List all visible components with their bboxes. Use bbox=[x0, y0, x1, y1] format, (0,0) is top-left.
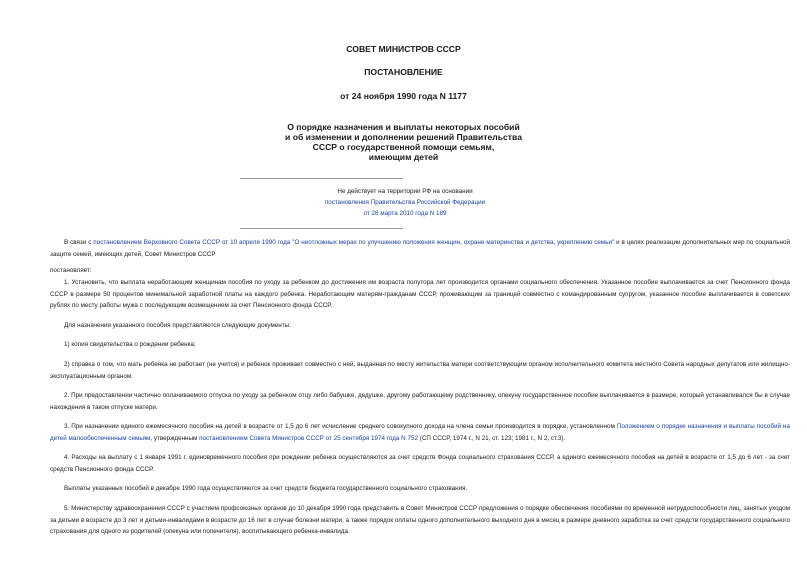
document-item-1: 1) копия свидетельства о рождении ребенка; bbox=[64, 341, 196, 348]
document-date-number: от 24 ноября 1990 года N 1177 bbox=[340, 91, 467, 101]
intro-text: В связи с bbox=[64, 239, 94, 246]
document-title bbox=[0, 122, 807, 162]
issuing-authority: СОВЕТ МИНИСТРОВ СССР bbox=[346, 44, 461, 54]
paragraph-2: 2. При предоставлении частично оплачиваемого отпуска по уходу за ребенком отцу либо бабушке, дедушке, другому работающему родственнику, опекуну государственное пособие выплачивается в размере, который устанавливался бы в случае нахождения в таком отпуске матери. bbox=[50, 392, 790, 411]
repeal-decree-date-link[interactable]: от 28 марта 2010 года N 189 bbox=[363, 210, 447, 217]
paragraph-3-text-mid: , утвержденным bbox=[150, 434, 200, 442]
paragraph-3-text-end: (СП СССР, 1974 г., N 21, ст. 123; 1981 г., N 2, ст.3). bbox=[418, 434, 566, 442]
paragraph-3 bbox=[50, 421, 790, 444]
divider-top bbox=[240, 178, 403, 179]
paragraph-1: 1. Установить, что выплата неработающим женщинам пособия по уходу за ребенком до достижения им возраста полутора лет производится органами социального обеспечения. Указанное пособие выплачивается за счет Пенсионного фонда СССР в размере 50 процентов минимальной заработной платы на каждого ребенка. Неработающим матерям-гражданам СССР, проживающим за границей совместно с командированным супругом, указанное пособие выплачивается в советских рублях по месту работы мужа с последующим возмещением за счет Пенсионного фонда СССР. bbox=[50, 279, 790, 309]
intro-text-continued: и в целях реализации дополнительных мер по социальной защите семей, имеющих детей, Совет Министров СССР bbox=[50, 239, 790, 258]
paragraph-5: 5. Министерству здравоохранения СССР с участием профсоюзных органов до 10 декабря 1990 года представить в Совет Министров СССР предложения о порядке обеспечения пособиями по временной нетрудоспособности лиц, занятых уходом за детьми в возрасте до 3 лет и детьми-инвалидами в возрасте до 16 лет в случае болезни матери, а также порядок оплаты одного дополнительного выходного дня в месяц в размере дневного заработка за счет средств государственного социального страхования для одного из родителей (опекуна или попечителя), воспитывающего ребенка-инвалида. bbox=[50, 505, 790, 535]
document-item-2: 2) справка о том, что мать ребенка не работает (не учится) и ребенок проживает совместно с ней, выданная по месту жительства матери соответствующим органом исполнительного комитета местного Совета народных депутатов или жилищно-эксплуатационным органом. bbox=[50, 361, 790, 380]
council-decree-752-link[interactable]: постановлением Совета Министров СССР от 25 сентября 1974 года N 752 bbox=[199, 434, 418, 442]
title-line: О порядке назначения и выплаты некоторых пособий bbox=[287, 122, 520, 132]
divider-bottom bbox=[240, 228, 403, 229]
paragraph-4: 4. Расходы на выплату с 1 января 1991 г. единовременного пособия при рождении ребенка осуществляются за счет средств Фонда социального страхования СССР, а единого ежемесячного пособия на детей в возрасте от 1,5 до 6 лет - за счет средств Пенсионного фонда СССР. bbox=[50, 454, 790, 473]
title-line: СССР о государственной помощи семьям, bbox=[312, 142, 495, 152]
document-header bbox=[0, 44, 807, 54]
benefits-regulation-link[interactable]: Положением о порядке назначения и выплаты пособий на детей малообеспеченным семьям bbox=[50, 423, 791, 442]
doc-type-block bbox=[0, 67, 807, 77]
status-note bbox=[240, 186, 570, 219]
title-line: и об изменении и дополнении решений Правительства bbox=[285, 132, 522, 142]
supreme-soviet-decree-link[interactable]: постановлением Верховного Совета СССР от 10 апреля 1990 года "О неотложных мерах по улучшению положения женщин, охране материнства и детства, укреплению семьи" bbox=[93, 239, 615, 246]
documents-list-intro: Для назначения указанного пособия представляются следующие документы: bbox=[64, 322, 291, 329]
date-number-block bbox=[0, 91, 807, 101]
decree-word: постановляет: bbox=[50, 267, 92, 274]
intro-paragraph bbox=[50, 237, 790, 260]
repeal-decree-link[interactable]: постановления Правительства Российской Федерации bbox=[324, 199, 486, 206]
paragraph-3-text: 3. При назначении единого ежемесячного пособия на детей в возрасте от 1,5 до 6 лет исчисление среднего совокупного дохода на члена семьи производится в порядке, установленном bbox=[64, 423, 617, 430]
document-type: ПОСТАНОВЛЕНИЕ bbox=[364, 67, 443, 77]
status-note-text: Не действует на территории РФ на основании bbox=[337, 188, 473, 195]
paragraph-4-continued: Выплаты указанных пособий в декабре 1990 года осуществляются за счет средств бюджета государственного социального страхования. bbox=[64, 485, 468, 492]
title-line: имеющим детей bbox=[368, 152, 439, 162]
